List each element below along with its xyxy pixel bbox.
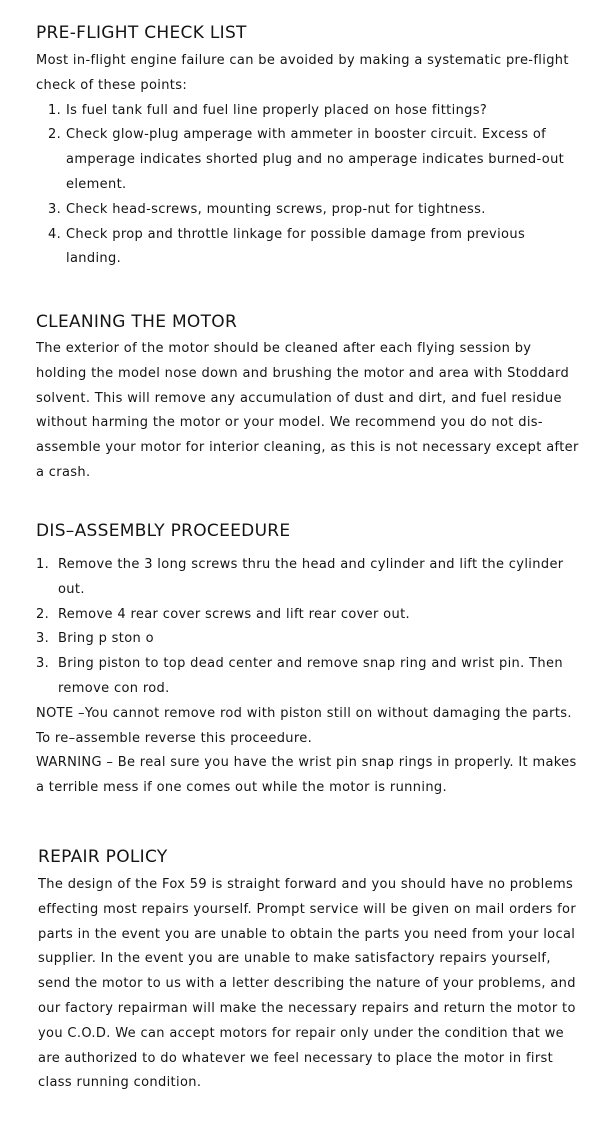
disassembly-list — [36, 553, 581, 702]
preflight-item-number: 3. — [48, 201, 62, 217]
disassembly-note — [36, 702, 581, 727]
cleaning-section — [36, 312, 581, 486]
disassembly-step — [36, 603, 581, 628]
preflight-item-text: Check prop and throttle linkage for possible damage from previous landing. — [66, 226, 526, 267]
preflight-item — [48, 198, 576, 223]
warning-text: WARNING – Be real sure you have the wrist pin snap rings in properly. It makes a terrible mess if one comes out while the motor is running. — [36, 755, 577, 796]
disassembly-step — [36, 627, 581, 652]
repair-body: The design of the Fox 59 is straight forward and you should have no problems effecting most repairs yourself. Prompt service will be given on mail orders for parts in the event you are unable to obtain the parts you need from your local supplier. In the event you are unable to make satisfactory repairs yourself, send the motor to us with a letter describing the nature of your problems, and our factory repairman will make the necessary repairs and return the motor to you C.O.D. We can accept motors for repair only under the condition that we are authorized to do whatever we feel necessary to place the motor in first class running condition. — [38, 877, 577, 1091]
preflight-section — [36, 23, 576, 272]
preflight-item-text: Check glow-plug amperage with ammeter in booster circuit. Excess of amperage indicates shorted plug and no amperage indicates burned-out element. — [66, 127, 565, 192]
disassembly-step-number: 2. — [36, 606, 50, 622]
preflight-item-number: 4. — [48, 226, 62, 242]
preflight-item-number: 1. — [48, 102, 62, 118]
disassembly-step-text: Remove the 3 long screws thru the head and cylinder and lift the cylinder out. — [58, 557, 564, 597]
repair-heading: REPAIR POLICY — [38, 847, 168, 867]
disassembly-step-number: 3. — [36, 656, 50, 672]
preflight-item-text: Is fuel tank full and fuel line properly placed on hose fittings? — [66, 102, 488, 118]
disassembly-heading: DIS–ASSEMBLY PROCEEDURE — [36, 521, 291, 541]
cleaning-body: The exterior of the motor should be cleaned after each flying session by holding the model nose down and brushing the motor and area with Stoddard solvent. This will remove any accumulation of dust and dirt, and fuel residue without harming the motor or your model. We recommend you do not dis-assemble your motor for interior cleaning, as this is not necessary except after a crash. — [36, 341, 579, 480]
disassembly-step-text: Remove 4 rear cover screws and lift rear cover out. — [58, 606, 411, 622]
preflight-heading: PRE-FLIGHT CHECK LIST — [36, 23, 247, 43]
note-text: You cannot remove rod with piston still on without damaging the parts. — [84, 705, 572, 721]
cleaning-heading: CLEANING THE MOTOR — [36, 312, 238, 332]
preflight-item — [48, 123, 576, 197]
disassembly-step-text: Bring piston to top dead center and remove snap ring and wrist pin. Then remove con rod. — [58, 656, 563, 696]
preflight-intro: Most in-flight engine failure can be avoided by making a systematic pre-flight check of these points: — [36, 53, 569, 93]
disassembly-step-number: 3. — [36, 631, 50, 647]
preflight-item — [48, 223, 576, 273]
note-label: NOTE – — [36, 705, 85, 721]
preflight-list — [36, 99, 576, 273]
reassemble-instruction: To re–assemble reverse this proceedure. — [36, 730, 313, 746]
disassembly-step-number: 1. — [36, 557, 50, 572]
disassembly-step-text: Bring p ston o — [58, 631, 154, 647]
preflight-item-number: 2. — [48, 127, 62, 143]
repair-section — [38, 847, 578, 1096]
disassembly-step — [36, 652, 581, 702]
disassembly-step — [36, 553, 581, 603]
disassembly-section — [36, 521, 581, 801]
preflight-item — [48, 99, 576, 124]
preflight-item-text: Check head-screws, mounting screws, prop-nut for tightness. — [66, 201, 486, 217]
